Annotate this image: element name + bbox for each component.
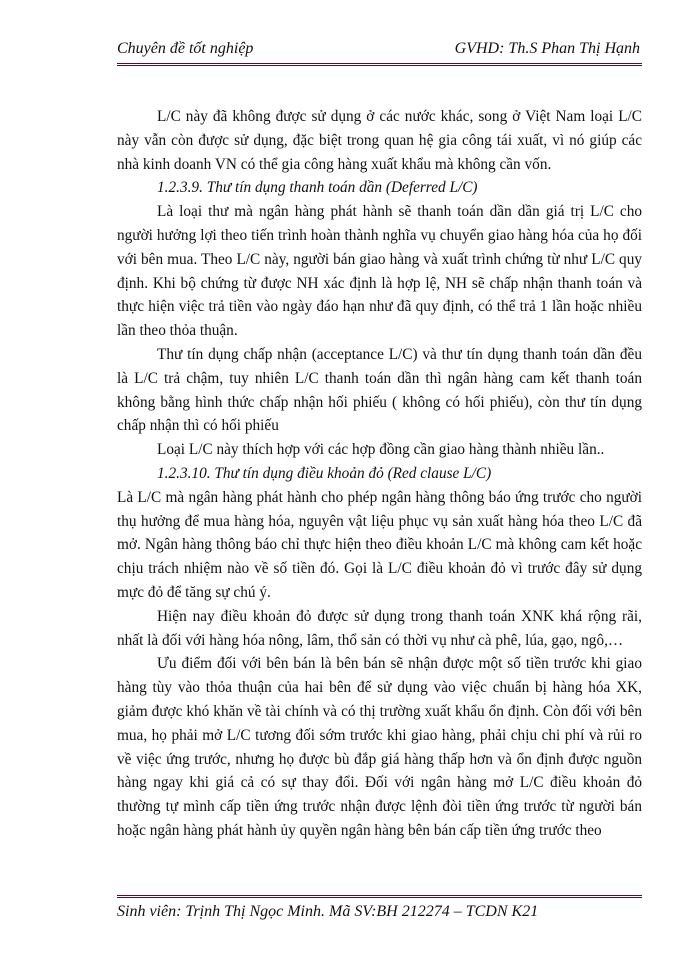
- header-divider: [117, 63, 642, 68]
- page-header: [117, 40, 640, 58]
- paragraph-5: Là L/C mà ngân hàng phát hành cho phép ngân hàng thông báo ứng trước cho người thụ hưởng để mua hàng hóa, nguyên vật liệu phục vụ sản xuất hàng hóa theo L/C đã mở. Ngân hàng thông báo chỉ thực hiện theo điều khoản L/C mà không cam kết hoặc chịu trách nhiệm nào về số tiền đó. Gọi là L/C điều khoản đỏ vì trước đây sử dụng mực đỏ để tăng sự chú ý.: [117, 488, 642, 601]
- paragraph-6: Hiện nay điều khoản đỏ được sử dụng trong thanh toán XNK khá rộng rãi, nhất là đối với hàng hóa nông, lâm, thổ sản có thời vụ như cà phê, lúa, gạo, ngô,…: [117, 607, 642, 649]
- section-heading-1-2-3-10: 1.2.3.10. Thư tín dụng điều khoản đỏ (Red clause L/C): [157, 464, 492, 482]
- header-right-advisor: GVHD: Th.S Phan Thị Hạnh: [454, 40, 640, 57]
- paragraph-4: Loại L/C này thích hợp với các hợp đồng cần giao hàng thành nhiều lần..: [157, 441, 605, 459]
- page-footer: Sinh viên: Trịnh Thị Ngọc Minh. Mã SV:BH 212274 – TCDN K21: [117, 903, 539, 920]
- paragraph-1: L/C này đã không được sử dụng ở các nước khác, song ở Việt Nam loại L/C này vẫn còn được sử dụng, đặc biệt trong quan hệ gia công tái xuất, vì nó giúp các nhà kinh doanh VN có thể gia công hàng xuất khẩu mà không cần vốn.: [117, 108, 642, 173]
- paragraph-3: Thư tín dụng chấp nhận (acceptance L/C) và thư tín dụng thanh toán dần đều là L/C trả chậm, tuy nhiên L/C thanh toán dần thì ngân hàng cam kết thanh toán không bằng hình thức chấp nhận hối phiếu ( không có hối phiếu), còn thư tín dụng chấp nhận thì có hối phiếu: [117, 345, 642, 435]
- document-body: [117, 105, 642, 843]
- header-left-title: Chuyên đề tốt nghiệp: [117, 40, 254, 57]
- section-heading-1-2-3-9: 1.2.3.9. Thư tín dụng thanh toán dần (Deferred L/C): [157, 179, 478, 197]
- paragraph-7: Ưu điểm đối với bên bán là bên bán sẽ nhận được một số tiền trước khi giao hàng tùy vào thỏa thuận của hai bên để sử dụng vào việc chuẩn bị hàng hóa XK, giảm được khó khăn về tài chính và có thị trường xuất khẩu ổn định. Còn đối với bên mua, họ phải mở L/C tương đối sớm trước khi giao hàng, phải chịu chi phí và rủi ro về việc ứng trước, nhưng họ được bù đắp giá hàng thấp hơn và ổn định được nguồn hàng ngay khi giá cả có sự thay đổi. Đối với ngân hàng mở L/C điều khoản đỏ thường tự mình cấp tiền ứng trước nhận được lệnh đòi tiền ứng trước từ người bán hoặc ngân hàng phát hành ủy quyền ngân hàng bên bán cấp tiền ứng trước theo: [117, 655, 642, 839]
- paragraph-2: Là loại thư mà ngân hàng phát hành sẽ thanh toán dần dần giá trị L/C cho người hưởng lợi theo tiến trình hoàn thành nghĩa vụ chuyển giao hàng hóa của họ đối với bên mua. Theo L/C này, người bán giao hàng và xuất trình chứng từ như L/C quy định. Khi bộ chứng từ được NH xác định là hợp lệ, NH sẽ chấp nhận thanh toán và thực hiện việc trả tiền vào ngày đáo hạn như đã quy định, có thể trả 1 lần hoặc nhiều lần theo thỏa thuận.: [117, 203, 642, 340]
- footer-divider: [117, 895, 642, 900]
